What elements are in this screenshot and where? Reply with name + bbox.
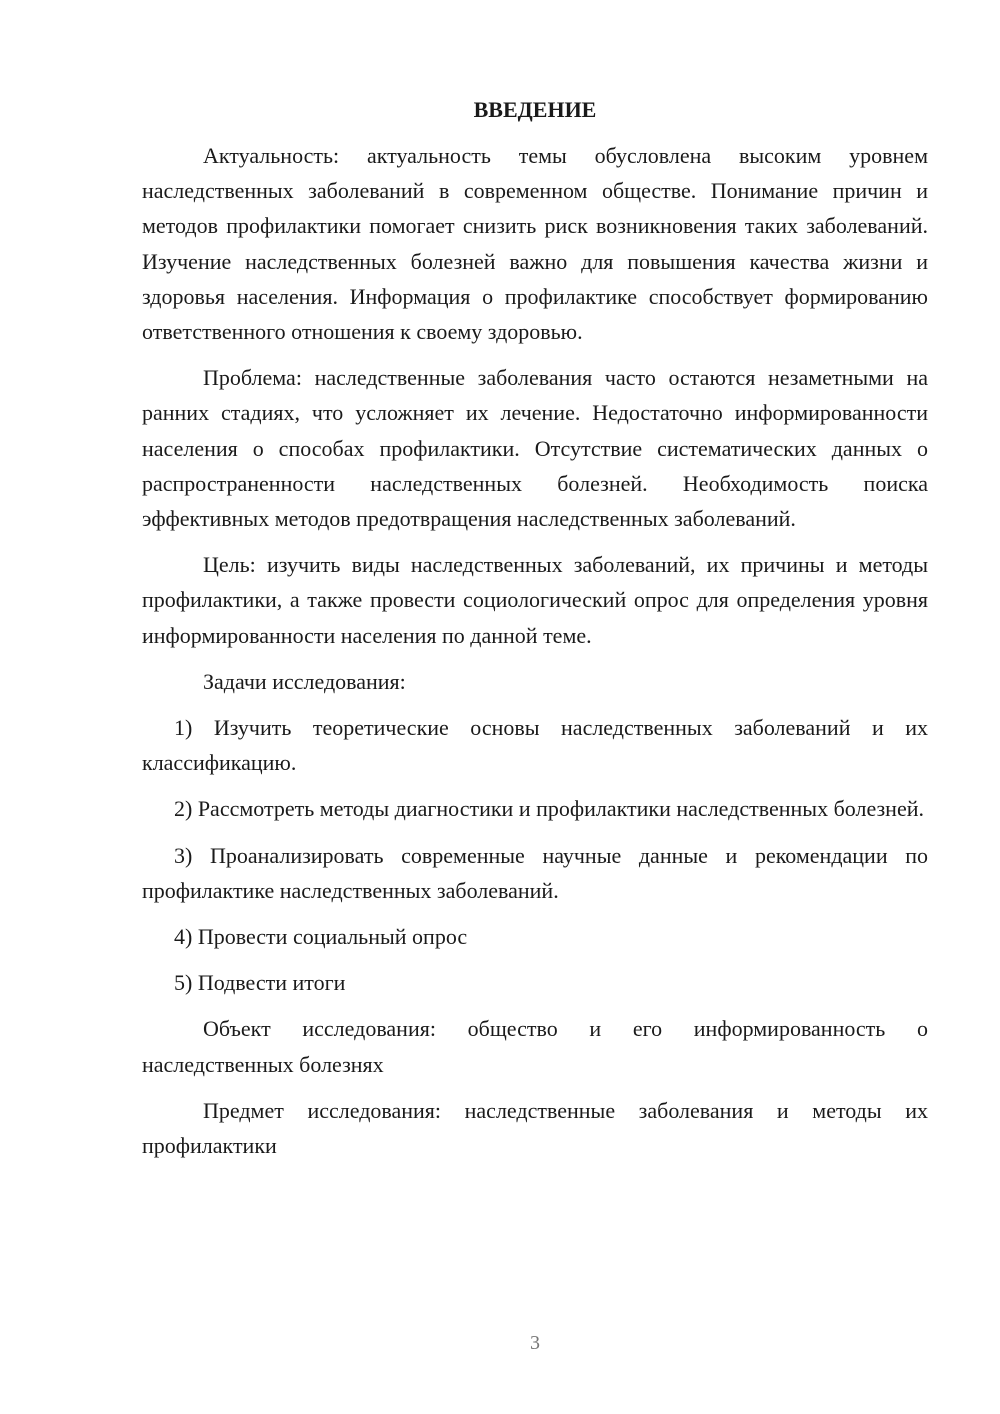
task-item-3: 3) Проанализировать современные научные данные и рекомендации по профилактике наследственных заболеваний.	[142, 842, 928, 903]
relevance-paragraph: Актуальность: актуальность темы обусловлена высоким уровнем наследственных заболеваний в современном обществе. Понимание причин и методов профилактики помогает снизить риск возникновения таких заболеваний. Изучение наследственных болезней важно для повышения качества жизни и здоровья населения. Информация о профилактике способствует формированию ответственного отношения к своему здоровью.	[142, 143, 928, 345]
tasks-heading: Задачи исследования:	[203, 668, 406, 694]
subject-paragraph: Предмет исследования: наследственные заболевания и методы их профилактики	[142, 1097, 928, 1159]
task-item-1: 1) Изучить теоретические основы наследственных заболеваний и их классификацию.	[142, 715, 928, 776]
task-item-5: 5) Подвести итоги	[174, 970, 346, 996]
task-item-4: 4) Провести социальный опрос	[174, 924, 468, 950]
section-title: ВВЕДЕНИЕ	[473, 97, 597, 122]
document-page	[142, 92, 928, 1163]
problem-paragraph: Проблема: наследственные заболевания часто остаются незаметными на ранних стадиях, что усложняет их лечение. Недостаточно информированности населения о способах профилактики. Отсутствие систематических данных о распространенности наследственных болезней. Необходимость поиска эффективных методов предотвращения наследственных заболеваний.	[142, 365, 928, 532]
task-item-2: 2) Рассмотреть методы диагностики и профилактики наследственных болезней.	[174, 796, 924, 822]
goal-paragraph: Цель: изучить виды наследственных заболеваний, их причины и методы профилактики, а также провести социологический опрос для определения уровня информированности населения по данной теме.	[142, 552, 928, 648]
page-number: 3	[530, 1332, 540, 1354]
object-paragraph: Объект исследования: общество и его информированность о наследственных болезнях	[142, 1016, 928, 1077]
